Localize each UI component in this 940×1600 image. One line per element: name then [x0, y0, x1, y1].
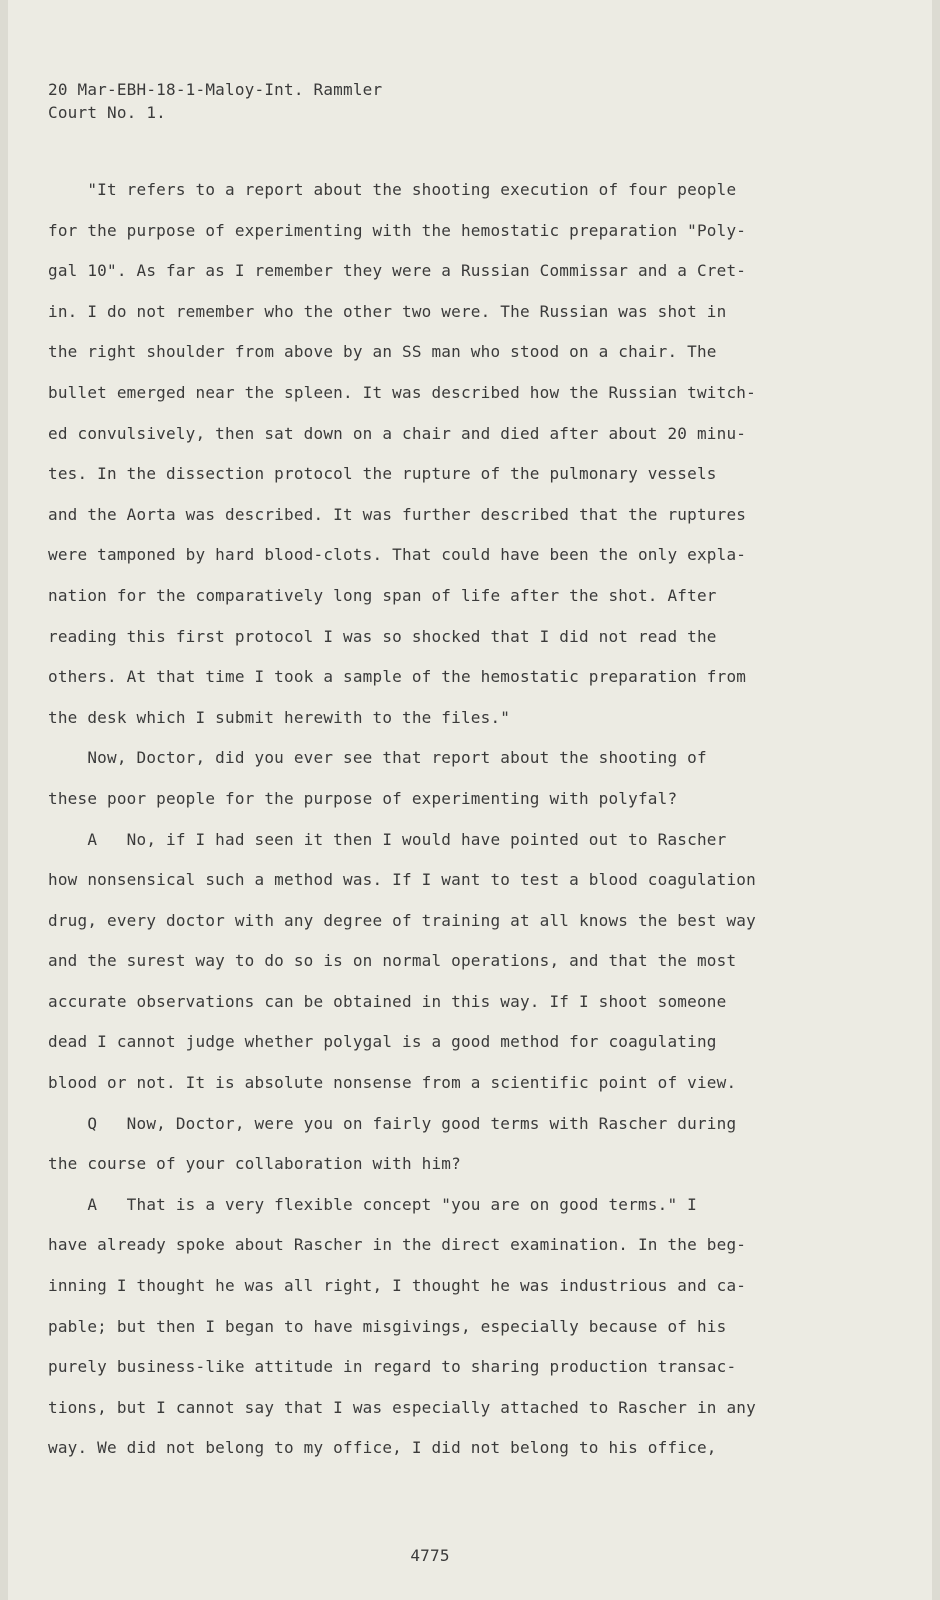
- page-edge-right: [932, 0, 940, 1600]
- text-line: drug, every doctor with any degree of training at all knows the best way: [48, 910, 756, 930]
- text-line: dead I cannot judge whether polygal is a good method for coagulating: [48, 1032, 717, 1052]
- text-line: reading this first protocol I was so shocked that I did not read the: [48, 626, 717, 646]
- transcript-body: [48, 170, 808, 1469]
- text-line: others. At that time I took a sample of the hemostatic preparation from: [48, 667, 747, 687]
- text-line: inning I thought he was all right, I thought he was industrious and ca-: [48, 1276, 747, 1296]
- header-court-line: Court No. 1.: [48, 103, 166, 122]
- text-line: have already spoke about Rascher in the direct examination. In the beg-: [48, 1235, 747, 1255]
- text-line: tes. In the dissection protocol the rupture of the pulmonary vessels: [48, 464, 717, 484]
- text-line: blood or not. It is absolute nonsense from a scientific point of view.: [48, 1073, 737, 1093]
- page-number: 4775: [410, 1546, 450, 1565]
- text-line: and the surest way to do so is on normal operations, and that the most: [48, 951, 737, 971]
- page-edge-left: [0, 0, 8, 1600]
- text-line: A No, if I had seen it then I would have pointed out to Rascher: [48, 829, 727, 849]
- document-header: [48, 78, 382, 124]
- text-line: pable; but then I began to have misgivings, especially because of his: [48, 1316, 727, 1336]
- text-line: these poor people for the purpose of experimenting with polyfal?: [48, 788, 678, 808]
- text-line: way. We did not belong to my office, I did not belong to his office,: [48, 1438, 717, 1458]
- text-line: accurate observations can be obtained in this way. If I shoot someone: [48, 991, 727, 1011]
- text-line: the course of your collaboration with him?: [48, 1154, 461, 1174]
- text-line: and the Aorta was described. It was further described that the ruptures: [48, 504, 747, 524]
- text-line: the desk which I submit herewith to the files.": [48, 707, 511, 727]
- text-line: in. I do not remember who the other two were. The Russian was shot in: [48, 301, 727, 321]
- text-line: for the purpose of experimenting with the hemostatic preparation "Poly-: [48, 220, 747, 240]
- text-line: ed convulsively, then sat down on a chair and died after about 20 minu-: [48, 423, 747, 443]
- text-line: nation for the comparatively long span of life after the shot. After: [48, 585, 717, 605]
- text-line: A That is a very flexible concept "you are on good terms." I: [48, 1194, 697, 1214]
- text-line: tions, but I cannot say that I was especially attached to Rascher in any: [48, 1397, 756, 1417]
- text-line: Now, Doctor, did you ever see that report about the shooting of: [48, 748, 707, 768]
- text-line: how nonsensical such a method was. If I want to test a blood coagulation: [48, 870, 756, 890]
- header-reference-line: 20 Mar-EBH-18-1-Maloy-Int. Rammler: [48, 80, 383, 99]
- text-line: were tamponed by hard blood-clots. That could have been the only expla-: [48, 545, 747, 565]
- text-line: "It refers to a report about the shooting execution of four people: [48, 180, 737, 199]
- text-line: purely business-like attitude in regard to sharing production transac-: [48, 1357, 737, 1377]
- text-line: the right shoulder from above by an SS man who stood on a chair. The: [48, 342, 717, 362]
- text-line: bullet emerged near the spleen. It was described how the Russian twitch-: [48, 382, 756, 402]
- text-line: Q Now, Doctor, were you on fairly good terms with Rascher during: [48, 1113, 737, 1133]
- text-line: gal 10". As far as I remember they were a Russian Commissar and a Cret-: [48, 261, 747, 281]
